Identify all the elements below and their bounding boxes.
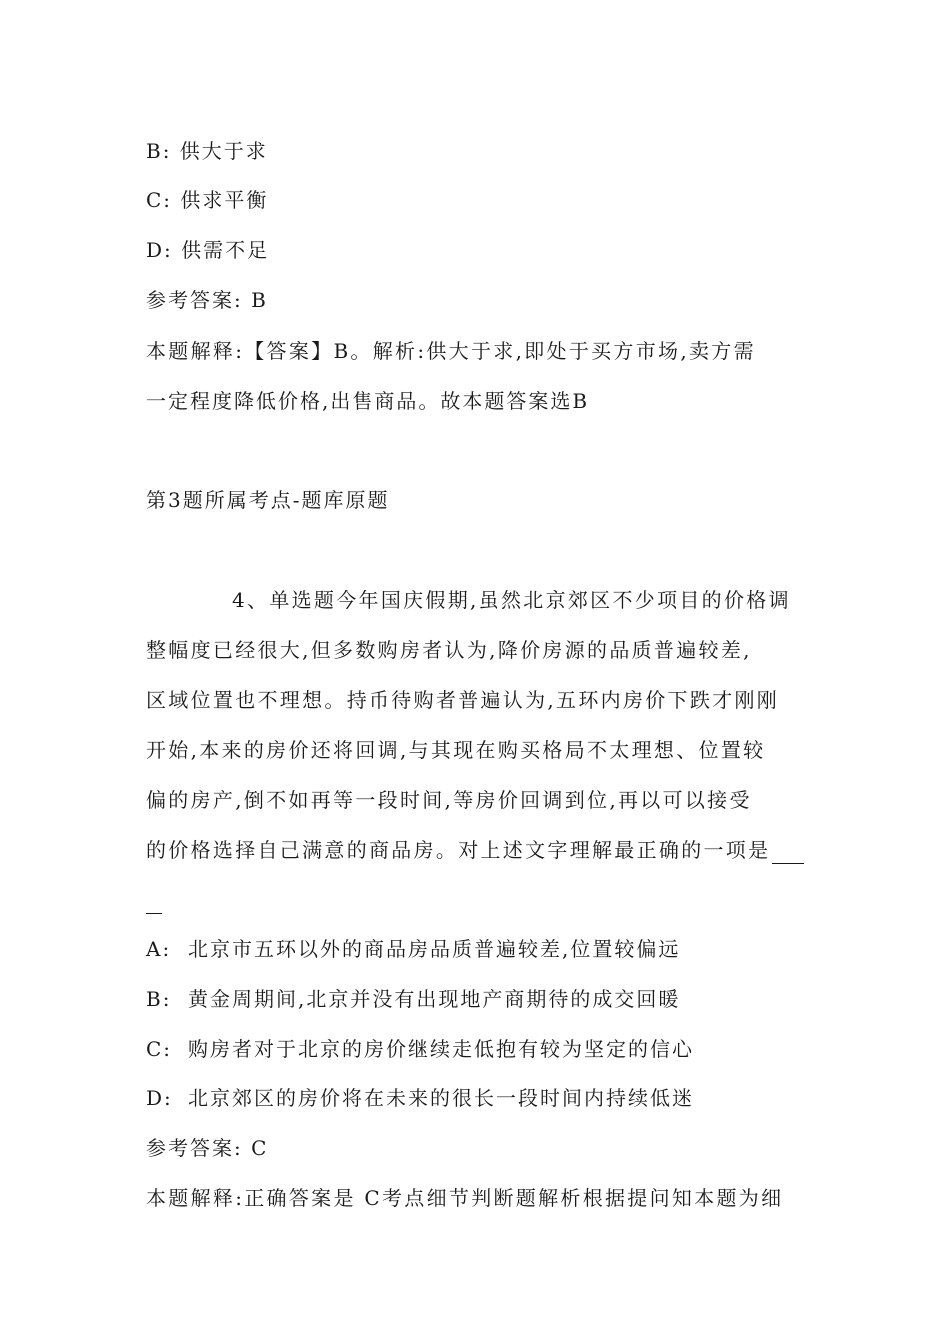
q4-option-b-text: 黄金周期间,北京并没有出现地产商期待的成交回暖 bbox=[188, 987, 681, 1011]
q4-answer: 参考答案: C bbox=[146, 1136, 269, 1160]
q3-option-c: C: 供求平衡 bbox=[146, 188, 269, 212]
q4-option-c bbox=[146, 1035, 810, 1063]
q3-explanation-line-1: 本题解释:【答案】B。解析:供大于求,即处于买方市场,卖方需 bbox=[146, 339, 756, 363]
q4-option-b-label: B: bbox=[146, 987, 172, 1011]
q4-option-c-label: C: bbox=[146, 1037, 173, 1061]
q4-stem-line-5: 偏的房产,倒不如再等一段时间,等房价回调到位,再以可以接受 bbox=[146, 788, 752, 812]
q4-option-a bbox=[146, 935, 810, 963]
q4-stem-line-1: 4、单选题今年国庆假期,虽然北京郊区不少项目的价格调 bbox=[232, 588, 791, 612]
q3-answer: 参考答案: B bbox=[146, 288, 268, 312]
q3-source: 第3题所属考点-题库原题 bbox=[146, 488, 390, 512]
q4-option-a-label: A: bbox=[146, 937, 172, 961]
q4-option-b bbox=[146, 985, 810, 1013]
q4-option-a-text: 北京市五环以外的商品房品质普遍较差,位置较偏远 bbox=[188, 937, 681, 961]
q3-explanation-line-2: 一定程度降低价格,出售商品。故本题答案选B bbox=[146, 389, 590, 413]
q4-stem-line-6-text: 的价格选择自己满意的商品房。对上述文字理解最正确的一项是 bbox=[146, 838, 771, 862]
q3-option-b: B: 供大于求 bbox=[146, 139, 268, 163]
q4-option-d bbox=[146, 1084, 810, 1112]
q4-blank-continuation bbox=[146, 886, 810, 914]
q4-option-d-text: 北京郊区的房价将在未来的很长一段时间内持续低迷 bbox=[188, 1086, 694, 1110]
answer-blank-continuation bbox=[146, 893, 162, 914]
q4-stem-line-2: 整幅度已经很大,但多数购房者认为,降价房源的品质普遍较差, bbox=[146, 638, 752, 662]
q3-option-d: D: 供需不足 bbox=[146, 238, 270, 262]
q4-stem-line-6 bbox=[146, 836, 810, 864]
q4-explanation-line-1: 本题解释:正确答案是 C考点细节判断题解析根据提问知本题为细 bbox=[146, 1186, 784, 1210]
q4-option-c-text: 购房者对于北京的房价继续走低抱有较为坚定的信心 bbox=[188, 1037, 694, 1061]
answer-blank bbox=[772, 843, 804, 864]
q4-stem-line-3: 区域位置也不理想。持币待购者普遍认为,五环内房价下跌才刚刚 bbox=[146, 688, 780, 712]
q4-stem-line-4: 开始,本来的房价还将回调,与其现在购买格局不太理想、位置较 bbox=[146, 738, 766, 762]
q4-option-d-label: D: bbox=[146, 1086, 173, 1110]
